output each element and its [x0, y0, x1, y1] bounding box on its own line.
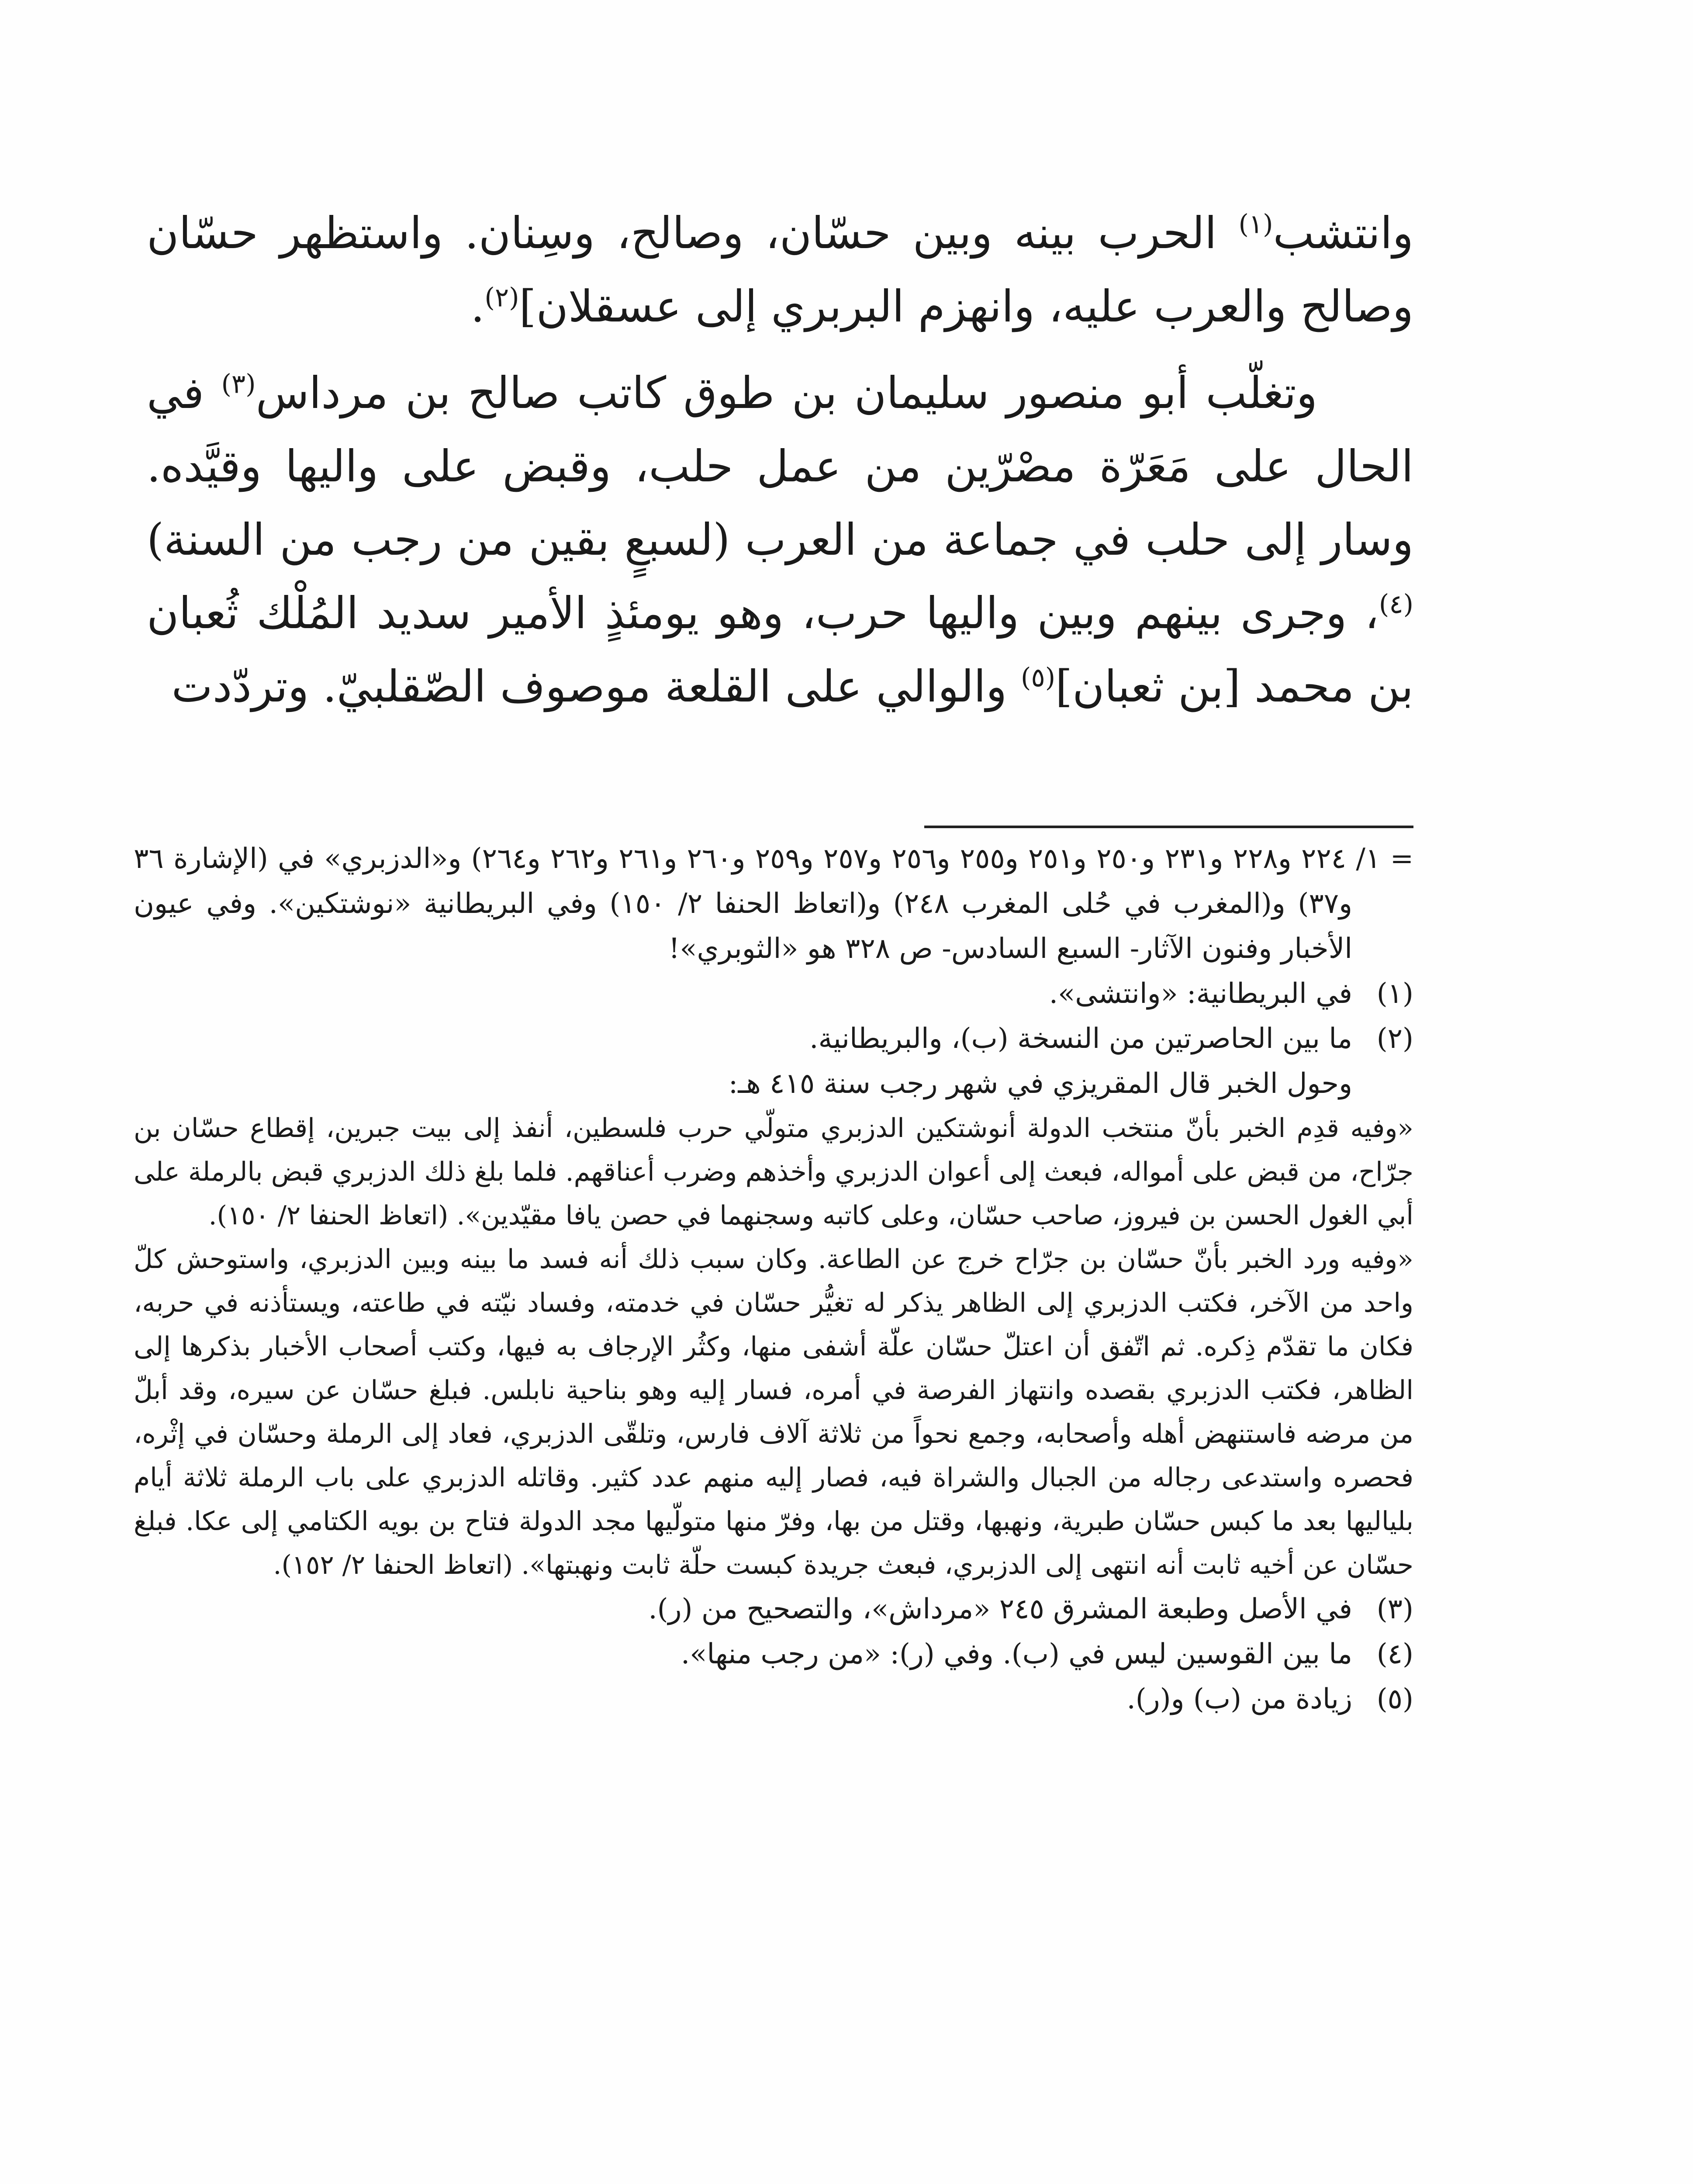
footnote-text: زيادة من (ب) و(ر). — [1126, 1683, 1352, 1715]
main-text-segment: . — [470, 281, 485, 332]
footnote-number: (١) — [1376, 978, 1413, 1010]
main-paragraph-1 — [147, 197, 1413, 343]
main-paragraph-2 — [147, 356, 1413, 723]
footnote-text: في الأصل وطبعة المشرق ٢٤٥ «مرداش»، والتصحيح من (ر). — [648, 1593, 1352, 1625]
main-text-segment: ، وجرى بينهم وبين واليها حرب، وهو يومئذٍ الأمير سديد المُلْك ثُعبان بن محمد [بن ثعبان] — [147, 587, 1413, 712]
footnote-text: ما بين القوسين ليس في (ب). وفي (ر): «من رجب منها». — [681, 1638, 1352, 1670]
main-text-segment: والوالي على القلعة موصوف الصّقلبيّ. وتردّدت — [171, 661, 1021, 712]
footnote-marker: (٥) — [1021, 662, 1056, 693]
footnote-3 — [134, 1587, 1413, 1632]
main-text-segment: الحرب بينه وبين حسّان، وصالح، وسِنان. واستظهر حسّان وصالح والعرب عليه، وانهزم البربري إلى عسقلان] — [147, 207, 1413, 332]
footnotes — [134, 836, 1413, 1722]
footnote-number: (٣) — [1376, 1593, 1413, 1625]
footnote-1 — [134, 971, 1413, 1016]
main-text-segment: في الحال على مَعَرّة مصْرّين من عمل حلب، وقبض على واليها وقيَّده. وسار إلى حلب في جماعة من العرب (لسبعٍ بقين من رجب من السنة) — [147, 367, 1413, 565]
footnote-text: في البريطانية: «وانتشى». — [1049, 978, 1352, 1010]
footnote-marker: (٤) — [1379, 589, 1413, 620]
footnote-marker: (١) — [1238, 209, 1273, 240]
footnote-number: (٢) — [1376, 1023, 1413, 1055]
footnote-number: (٤) — [1376, 1638, 1413, 1670]
footnote-2-quote-1: «وفيه قدِم الخبر بأنّ منتخب الدولة أنوشتكين الدزبري متولّي حرب فلسطين، أنفذ إلى بيت جبرين، إقطاع حسّان بن جرّاح، من قبض على أمواله، فبعث إلى أعوان الدزبري وأخذهم وضرب أعناقهم. فلما بلغ ذلك الدزبري قبض بالرملة على أبي الغول الحسن بن فيروز، صاحب حسّان، وعلى كاتبه وسجنهما في حصن يافا مقيّدين». (اتعاظ الحنفا ٢/ ١٥٠). — [134, 1113, 1413, 1231]
footnote-2-quote-2: «وفيه ورد الخبر بأنّ حسّان بن جرّاح خرج عن الطاعة. وكان سبب ذلك أنه فسد ما بينه وبين الدزبري، واستوحش كلّ واحد من الآخر، فكتب الدزبري إلى الظاهر يذكر له تغيُّر حسّان في خدمته، وفساد نيّته في طاعته، ويستأذنه في حربه، فكان ما تقدّم ذِكره. ثم اتّفق أن اعتلّ حسّان علّة أشفى منها، وكثُر الإرجاف به فيها، وكتب أصحاب الأخبار بذكرها إلى الظاهر، فكتب الدزبري بقصده وانتهاز الفرصة في أمره، فسار إليه وهو بناحية نابلس. فبلغ حسّان عن سيره، وقد أبلّ من مرضه فاستنهض أهله وأصحابه، وجمع نحواً من ثلاثة آلاف فارس، وتلقّى الدزبري، فعاد إلى الرملة وحسّان في إثْره، فحصره واستدعى رجاله من الجبال والشراة فيه، فصار إليه منهم عدد كثير. وقاتله الدزبري على باب الرملة ثلاثة أيام بلياليها بعد ما كبس حسّان طبرية، ونهبها، وقتل من بها، وفرّ منها متولّيها مجد الدولة فتاح بن بويه الكتامي إلى عكا. فبلغ حسّان عن أخيه ثابت أنه انتهى إلى الدزبري، فبعث جريدة كبست حلّة ثابت ونهبتها». (اتعاظ الحنفا ٢/ ١٥٢). — [134, 1244, 1413, 1580]
footnote-marker: (٢) — [484, 282, 519, 313]
main-text-segment: وتغلّب أبو منصور سليمان بن طوق كاتب صالح بن مرداس — [256, 367, 1317, 418]
main-text — [147, 197, 1413, 723]
main-text-segment: وانتشب — [1273, 207, 1413, 259]
footnote-2-lead: وحول الخبر قال المقريزي في شهر رجب سنة ٤١٥ هـ: — [728, 1068, 1352, 1100]
footnote-number: (٥) — [1376, 1683, 1413, 1715]
footnote-marker: (٣) — [221, 369, 256, 400]
footnote-text: ما بين الحاصرتين من النسخة (ب)، والبريطانية. — [809, 1023, 1352, 1055]
footnote-5 — [134, 1677, 1413, 1722]
footnote-divider — [924, 826, 1413, 828]
footnote-4 — [134, 1632, 1413, 1677]
footnote-continuation: = ١/ ٢٢٤ و٢٢٨ و٢٣١ و٢٥٠ و٢٥١ و٢٥٥ و٢٥٦ و٢٥٧ و٢٥٩ و٢٦٠ و٢٦١ و٢٦٢ و٢٦٤) و«الدزبري» في (الإشارة ٣٦ و٣٧) و(المغرب في حُلى المغرب ٢٤٨) و(اتعاظ الحنفا ٢/ ١٥٠) وفي البريطانية «نوشتكين». وفي عيون الأخبار وفنون الآثار- السبع السادس- ص ٣٢٨ هو «الثوبري»! — [134, 843, 1414, 965]
footnote-2 — [134, 1016, 1413, 1061]
